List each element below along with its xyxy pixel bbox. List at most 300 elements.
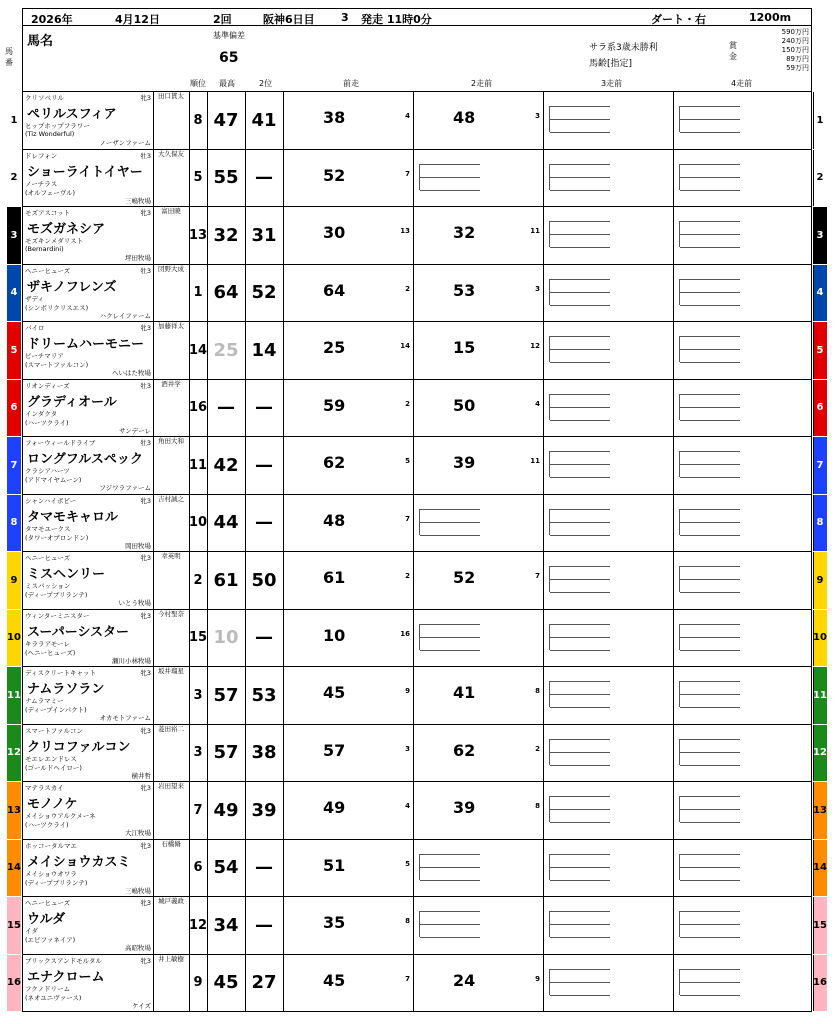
empty-race-grid (419, 624, 480, 650)
past-race-1[interactable] (283, 92, 414, 149)
horse-row[interactable] (10, 92, 824, 150)
jockey-cell (153, 265, 190, 322)
grid-line (680, 221, 740, 222)
past-race-4[interactable] (673, 897, 814, 954)
col-prev3: 3走前 (601, 79, 623, 88)
past-race-position: 7 (405, 169, 410, 178)
horse-info (23, 955, 154, 1012)
dam-name: モエレエンドレス (25, 754, 77, 763)
horse-name[interactable]: ロングフルスペック (27, 452, 143, 467)
past-race-rating: 25 (323, 338, 346, 357)
jockey-name: 岩田望来 (158, 782, 184, 790)
empty-race-grid (679, 336, 740, 362)
col-max: 最高 (219, 79, 235, 88)
race-class: サラ系3歳未勝利 (589, 43, 658, 53)
horse-name[interactable]: ドリームハーモニー (27, 337, 145, 352)
past-race-4[interactable] (673, 552, 814, 609)
past-race-4[interactable] (673, 840, 814, 897)
jockey-cell (153, 437, 190, 494)
past-race-3[interactable] (543, 92, 674, 149)
grid-line (550, 995, 610, 996)
horse-name[interactable]: タマモキャロル (27, 509, 119, 525)
grid-line (680, 164, 740, 165)
past-race-2[interactable] (413, 955, 544, 1012)
empty-race-grid (679, 394, 740, 420)
past-race-3[interactable] (543, 322, 674, 379)
damsire-name: (ゴールドヘイロー) (25, 763, 82, 772)
horse-name[interactable]: ウルダ (27, 912, 66, 927)
past-race-position: 16 (400, 629, 410, 638)
col-prev2: 2走前 (471, 79, 493, 88)
grid-line (550, 407, 610, 408)
past-race-rating: 64 (323, 280, 346, 300)
grid-line (680, 937, 740, 938)
past-race-3[interactable] (543, 207, 674, 264)
grid-line (680, 809, 740, 810)
past-race-rating: 51 (323, 855, 346, 875)
past-race-rating: 48 (453, 108, 476, 127)
past-race-rating: 30 (323, 223, 346, 242)
past-race-2[interactable] (413, 150, 544, 207)
grid-line (680, 624, 740, 625)
grid-line (680, 854, 740, 855)
horse-row[interactable] (10, 494, 824, 553)
past-race-3[interactable] (543, 552, 674, 609)
jockey-name: 幸英明 (161, 552, 181, 560)
prize-3: 150万円 (781, 46, 809, 54)
order-rank: 10 (189, 495, 208, 552)
horse-name[interactable]: モノノケ (27, 797, 78, 812)
past-race-1[interactable] (283, 437, 414, 494)
past-race-rating: 59 (323, 395, 346, 415)
dam-name: キララアモーレ (25, 639, 70, 648)
empty-race-grid (549, 106, 610, 132)
order-rank: 11 (189, 437, 208, 494)
horse-number-right: 1 (813, 92, 827, 149)
past-race-4[interactable] (673, 667, 814, 724)
grid-line (550, 221, 610, 222)
dam-name: モズキンメダリスト (25, 237, 84, 245)
second-rating: 31 (245, 207, 284, 264)
jockey-name: 加藤祥太 (158, 322, 184, 330)
max-rating: 47 (207, 92, 246, 149)
past-race-1[interactable] (283, 265, 414, 322)
sire-name: モズアスコット (25, 209, 71, 217)
grid-line (550, 924, 610, 925)
grid-line (680, 650, 740, 651)
grid-line (420, 880, 480, 881)
horse-number-right: 7 (813, 437, 827, 494)
past-race-1[interactable] (283, 782, 414, 839)
grid-line (550, 739, 610, 740)
past-race-rating: 39 (453, 453, 476, 472)
prize-1: 590万円 (781, 28, 809, 36)
past-race-position: 4 (405, 112, 410, 120)
damsire-name: (スマートファルコン) (25, 361, 89, 369)
grid-line (420, 650, 480, 651)
horse-row[interactable] (7, 667, 827, 725)
empty-race-grid (549, 854, 610, 880)
dam-name: ザディ (25, 294, 44, 303)
sex-age: 牝3 (140, 956, 151, 965)
damsire-name: (ネオユニヴァース) (25, 993, 82, 1002)
order-rank: 5 (189, 150, 208, 207)
grid-line (420, 624, 480, 625)
past-race-rating: 15 (453, 338, 476, 357)
grid-line (550, 292, 610, 293)
past-race-4[interactable] (673, 322, 814, 379)
horse-number-right: 8 (813, 495, 827, 552)
past-race-1[interactable] (283, 610, 414, 667)
grid-line (680, 969, 740, 970)
sex-age: 牝3 (140, 324, 151, 332)
grid-line (680, 867, 740, 868)
second-rating: — (245, 840, 284, 897)
sex-age: 牡3 (140, 381, 151, 390)
jockey-name: 大久保友 (158, 149, 184, 158)
horse-row[interactable] (7, 839, 827, 898)
past-race-2[interactable] (413, 897, 544, 954)
jockey-name: 富田暁 (161, 207, 181, 215)
past-race-3[interactable] (543, 667, 674, 724)
past-race-position: 9 (405, 687, 410, 695)
grid-line (680, 765, 740, 766)
empty-race-grid (679, 451, 740, 477)
grid-line (550, 867, 610, 868)
damsire-name: (ハーツクライ) (25, 418, 69, 427)
past-race-2[interactable] (413, 610, 544, 667)
past-race-2[interactable] (413, 725, 544, 782)
past-race-3[interactable] (543, 437, 674, 494)
grid-line (680, 292, 740, 293)
jockey-cell (153, 552, 190, 609)
grid-line (550, 477, 610, 478)
horse-name[interactable]: スーパーシスター (27, 624, 130, 640)
past-race-2[interactable] (413, 782, 544, 839)
past-race-2[interactable] (413, 437, 544, 494)
empty-race-grid (419, 911, 480, 937)
grid-line (680, 566, 740, 567)
past-race-rating: 35 (323, 913, 346, 932)
past-race-4[interactable] (673, 610, 814, 667)
jockey-cell (153, 495, 190, 552)
jockey-name: 菱田裕二 (158, 724, 184, 733)
breeder-name: 岡田牧場 (125, 541, 151, 550)
empty-race-grid (679, 164, 740, 190)
max-rating: 55 (207, 150, 246, 207)
grid-line (550, 796, 610, 797)
past-race-rating: 45 (323, 683, 346, 702)
past-race-3[interactable] (543, 897, 674, 954)
breeder-name: サンデーレ (118, 426, 151, 435)
grid-line (680, 234, 740, 235)
horse-name[interactable]: クリコファルコン (27, 739, 131, 755)
past-race-4[interactable] (673, 437, 814, 494)
past-race-3[interactable] (543, 955, 674, 1012)
past-race-rating: 53 (453, 280, 476, 300)
horse-row[interactable] (10, 379, 824, 438)
horse-number-right: 16 (813, 955, 827, 1012)
sire-name: ドレフォン (25, 151, 58, 160)
jockey-cell (153, 955, 190, 1012)
second-rating: — (245, 610, 284, 667)
past-race-2[interactable] (413, 380, 544, 437)
past-race-position: 2 (405, 399, 410, 408)
past-race-1[interactable] (283, 207, 414, 264)
grid-line (680, 106, 740, 107)
past-race-position: 8 (535, 802, 540, 810)
horse-number-left: 15 (7, 897, 21, 954)
past-race-rating: 41 (453, 683, 476, 702)
second-rating: 50 (245, 552, 284, 609)
horse-number-left: 9 (7, 552, 21, 609)
past-race-3[interactable] (543, 782, 674, 839)
grid-line (680, 522, 740, 523)
past-race-4[interactable] (673, 92, 814, 149)
horse-info (23, 437, 154, 494)
sire-name: マテラスカイ (25, 784, 64, 792)
past-race-3[interactable] (543, 610, 674, 667)
past-race-position: 13 (400, 227, 410, 235)
grid-line (550, 190, 610, 191)
past-race-2[interactable] (413, 207, 544, 264)
dam-name: イダ (25, 927, 38, 935)
grid-line (680, 247, 740, 248)
grid-line (680, 190, 740, 191)
grid-line (680, 407, 740, 408)
past-race-1[interactable] (283, 380, 414, 437)
past-race-position: 7 (405, 974, 410, 983)
past-race-4[interactable] (673, 782, 814, 839)
grid-line (680, 349, 740, 350)
jockey-cell (153, 322, 190, 379)
horse-name[interactable]: エナクローム (27, 969, 105, 985)
past-race-4[interactable] (673, 380, 814, 437)
past-race-1[interactable] (283, 150, 414, 207)
past-race-1[interactable] (283, 552, 414, 609)
grid-line (550, 637, 610, 638)
horse-info (23, 725, 154, 782)
sex-age: 牝3 (140, 209, 151, 217)
damsire-name: (ディープインパクト) (25, 706, 87, 714)
horse-name[interactable]: ザキノフレンズ (27, 279, 117, 295)
past-race-1[interactable] (283, 322, 414, 379)
dam-name: メイショウオワラ (25, 869, 77, 878)
past-race-position: 11 (530, 457, 540, 465)
second-rating: — (245, 495, 284, 552)
past-race-rating: 52 (453, 568, 476, 587)
past-race-position: 8 (535, 687, 540, 695)
grid-line (550, 880, 610, 881)
past-race-4[interactable] (673, 265, 814, 322)
horse-name[interactable]: ミスヘンリー (27, 567, 106, 582)
past-race-1[interactable] (283, 495, 414, 552)
grid-line (550, 177, 610, 178)
horse-info (23, 207, 154, 264)
past-race-1[interactable] (283, 840, 414, 897)
col-horse-number: 馬番 (5, 47, 13, 67)
past-race-position: 3 (405, 744, 410, 753)
past-race-rating: 10 (323, 625, 346, 645)
damsire-name: (ハーツクライ) (25, 821, 69, 829)
dam-name: ナムラマミー (25, 697, 64, 705)
grid-line (550, 305, 610, 306)
second-rating: 52 (245, 265, 284, 322)
order-rank: 3 (189, 725, 208, 782)
empty-race-grid (419, 509, 480, 535)
jockey-cell (153, 782, 190, 839)
jockey-name: 今村聖奈 (158, 609, 184, 618)
past-race-position: 2 (405, 284, 410, 293)
horse-info (23, 610, 154, 667)
horse-row[interactable] (10, 264, 824, 323)
damsire-name: (ヘニーヒューズ) (25, 648, 76, 657)
horse-number-right: 13 (813, 782, 827, 839)
horse-row[interactable] (10, 437, 824, 495)
horse-number-left: 13 (7, 782, 21, 839)
past-race-2[interactable] (413, 840, 544, 897)
past-race-3[interactable] (543, 265, 674, 322)
empty-race-grid (549, 681, 610, 707)
past-race-2[interactable] (413, 667, 544, 724)
grid-line (550, 234, 610, 235)
breeder-name: 三嶋牧場 (125, 886, 151, 895)
horse-row[interactable] (7, 782, 827, 840)
past-race-2[interactable] (413, 92, 544, 149)
breeder-name: オカモトファーム (99, 714, 151, 722)
horse-name[interactable]: ナムラソラン (27, 682, 105, 697)
sex-age: 牡3 (140, 266, 151, 275)
horse-name[interactable]: グラディオール (27, 394, 117, 410)
empty-race-grid (679, 221, 740, 247)
past-race-4[interactable] (673, 725, 814, 782)
past-race-1[interactable] (283, 667, 414, 724)
past-race-2[interactable] (413, 552, 544, 609)
grid-line (680, 592, 740, 593)
horse-row[interactable] (7, 954, 827, 1013)
order-rank: 16 (189, 380, 208, 437)
horse-row[interactable] (7, 609, 827, 668)
max-rating: — (207, 380, 246, 437)
sex-age: 牝3 (140, 784, 151, 792)
grid-line (680, 132, 740, 133)
past-race-3[interactable] (543, 840, 674, 897)
max-rating: 34 (207, 897, 246, 954)
past-race-position: 4 (535, 399, 540, 408)
horse-info (23, 92, 154, 149)
jockey-cell (153, 610, 190, 667)
grid-line (550, 592, 610, 593)
race-course: ダート・右 (651, 13, 706, 26)
horse-name[interactable]: モズガネシア (27, 222, 106, 237)
grid-line (420, 509, 480, 510)
past-race-2[interactable] (413, 265, 544, 322)
breeder-name: 高昭牧場 (125, 944, 151, 952)
grid-line (680, 911, 740, 912)
dam-name: タマモユークス (25, 524, 71, 533)
jockey-cell (153, 725, 190, 782)
past-race-3[interactable] (543, 495, 674, 552)
horse-name[interactable]: ショーライトイヤー (27, 164, 143, 180)
past-race-position: 4 (405, 802, 410, 810)
horse-row[interactable] (7, 724, 827, 783)
past-race-1[interactable] (283, 897, 414, 954)
past-race-position: 12 (530, 342, 540, 350)
grid-line (550, 132, 610, 133)
sire-name: バイロ (25, 324, 45, 332)
grid-line (420, 522, 480, 523)
empty-race-grid (549, 336, 610, 362)
empty-race-grid (549, 796, 610, 822)
breeder-name: 三嶋牧場 (125, 196, 151, 205)
past-race-3[interactable] (543, 380, 674, 437)
empty-race-grid (549, 911, 610, 937)
past-race-position: 8 (405, 917, 410, 925)
horse-number-right: 15 (813, 897, 827, 954)
horse-row[interactable] (10, 207, 824, 265)
damsire-name: (オルフェーヴル) (25, 188, 76, 197)
horse-info (23, 380, 154, 437)
grid-line (550, 694, 610, 695)
race-card-sheet (5, 8, 827, 1016)
horse-row[interactable] (10, 149, 824, 208)
grid-line (680, 924, 740, 925)
past-race-1[interactable] (283, 725, 414, 782)
grid-line (420, 177, 480, 178)
sire-name: ヘニーヒューズ (25, 266, 71, 275)
sex-age: 牝3 (140, 841, 151, 850)
empty-race-grid (679, 796, 740, 822)
past-race-4[interactable] (673, 955, 814, 1012)
horse-number-left: 10 (7, 610, 21, 667)
damsire-name: (ディープブリランテ) (25, 878, 88, 887)
past-race-rating: 38 (323, 108, 346, 127)
horse-number-right: 5 (813, 322, 827, 379)
grid-line (680, 477, 740, 478)
past-race-4[interactable] (673, 150, 814, 207)
horse-row[interactable] (10, 322, 824, 380)
past-race-position: 5 (405, 859, 410, 868)
grid-line (680, 681, 740, 682)
max-rating: 49 (207, 782, 246, 839)
col-horse-name: 馬名 (27, 34, 54, 49)
past-race-3[interactable] (543, 150, 674, 207)
past-race-4[interactable] (673, 495, 814, 552)
past-race-2[interactable] (413, 495, 544, 552)
horse-row[interactable] (10, 552, 824, 610)
horse-number-left: 5 (7, 322, 21, 379)
past-race-rating: 45 (323, 970, 346, 990)
max-rating: 42 (207, 437, 246, 494)
grid-line (420, 867, 480, 868)
past-race-rating: 50 (453, 395, 476, 415)
past-race-position: 2 (535, 744, 540, 753)
jockey-name: 坂井瑠星 (158, 667, 184, 675)
horse-name[interactable]: ペリルスフィア (27, 107, 117, 122)
past-race-2[interactable] (413, 322, 544, 379)
horse-name[interactable]: メイショウカスミ (27, 854, 131, 870)
breeder-name: 瀬川小林牧場 (112, 656, 151, 665)
dam-name: フクノドリーム (25, 984, 71, 993)
past-race-1[interactable] (283, 955, 414, 1012)
dam-name: メイショウアルクメーネ (25, 812, 96, 820)
race-date: 4月12日 (115, 13, 160, 26)
damsire-name: (アドマイヤムーン) (25, 476, 82, 484)
horse-row[interactable] (7, 897, 827, 955)
past-race-4[interactable] (673, 207, 814, 264)
max-rating: 10 (207, 610, 246, 667)
past-race-3[interactable] (543, 725, 674, 782)
